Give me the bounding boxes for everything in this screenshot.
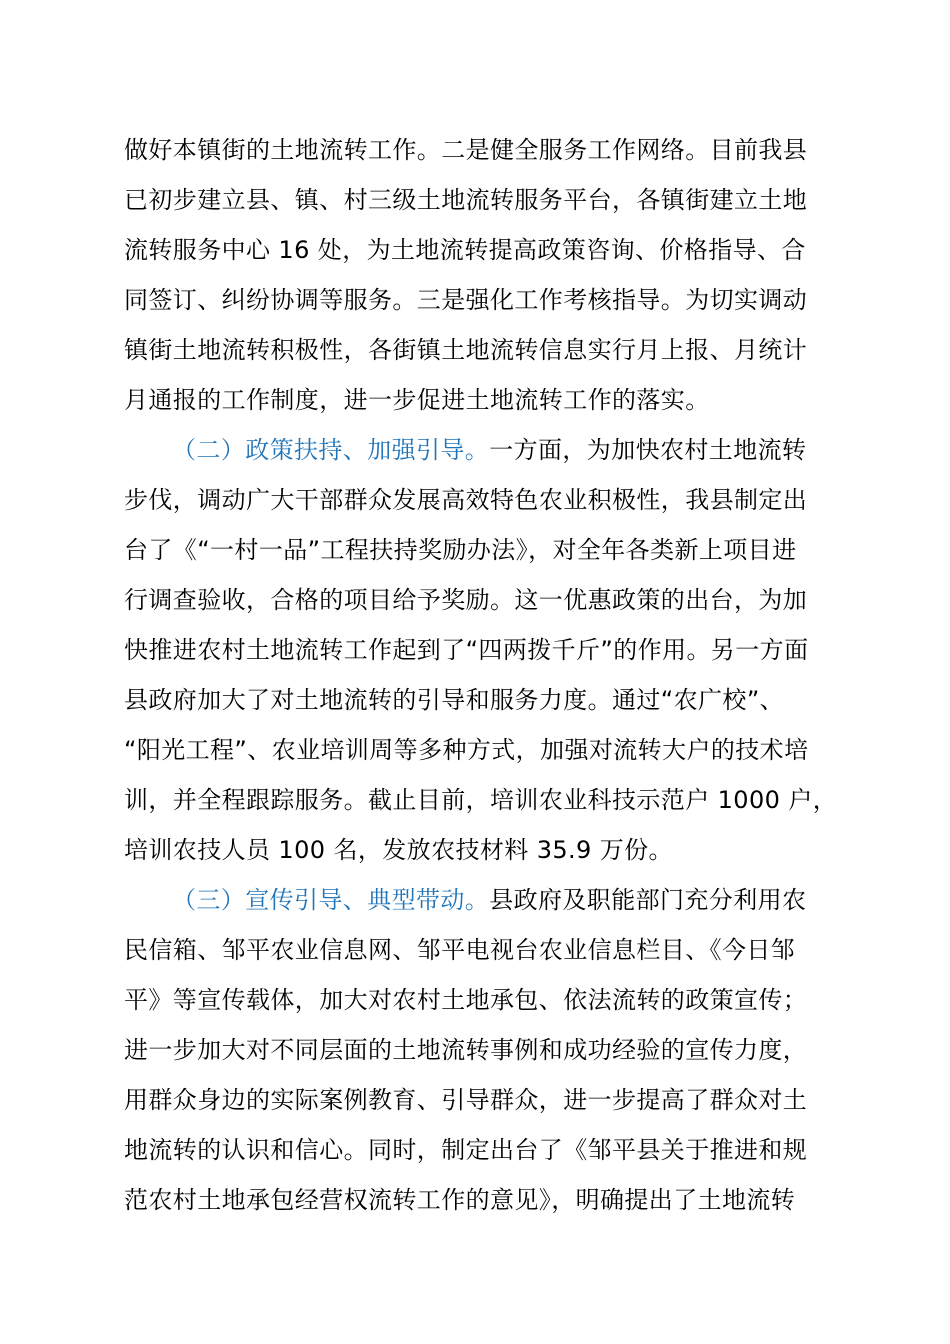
text-run: 一方面，为加快农村土地流转 (489, 436, 807, 464)
text-line: 月通报的工作制度，进一步促进土地流转工作的落实。 (124, 386, 710, 414)
text-line: 做好本镇街的土地流转工作。二是健全服务工作网络。目前我县 (124, 136, 808, 164)
text-line: “阳光工程”、农业培训周等多种方式，加强对流转大户的技术培 (124, 736, 809, 764)
text-line: 进一步加大对不同层面的土地流转事例和成功经验的宣传力度， (124, 1036, 808, 1064)
text-line: 培训农技人员 100 名，发放农技材料 35.9 万份。 (124, 836, 673, 864)
section-2-first-line (172, 430, 892, 470)
text-line: 同签订、纠纷协调等服务。三是强化工作考核指导。为切实调动 (124, 286, 808, 314)
text-line: 平》等宣传载体，加大对农村土地承包、依法流转的政策宣传； (124, 986, 808, 1014)
text-run: 县政府及职能部门充分利用农 (489, 886, 807, 914)
text-line: 范农村土地承包经营权流转工作的意见》，明确提出了土地流转 (124, 1186, 796, 1214)
section-3-first-line (172, 880, 892, 920)
text-line: 民信箱、邹平农业信息网、邹平电视台农业信息栏目、《今日邹 (124, 936, 796, 964)
text-line: 地流转的认识和信心。同时，制定出台了《邹平县关于推进和规 (124, 1136, 808, 1164)
section-heading: （二）政策扶持、加强引导。 (172, 436, 490, 464)
text-line: 快推进农村土地流转工作起到了“四两拨千斤”的作用。另一方面 (124, 636, 809, 664)
text-line: 训，并全程跟踪服务。截止目前，培训农业科技示范户 1000 户， (124, 786, 838, 814)
text-line: 已初步建立县、镇、村三级土地流转服务平台，各镇街建立土地 (124, 186, 808, 214)
text-line: 行调查验收，合格的项目给予奖励。这一优惠政策的出台，为加 (124, 586, 808, 614)
text-line: 镇街土地流转积极性，各街镇土地流转信息实行月上报、月统计 (124, 336, 808, 364)
text-line: 步伐，调动广大干部群众发展高效特色农业积极性，我县制定出 (124, 486, 808, 514)
text-line: 流转服务中心 16 处，为土地流转提高政策咨询、价格指导、合 (124, 236, 806, 264)
text-line: 县政府加大了对土地流转的引导和服务力度。通过“农广校”、 (124, 686, 785, 714)
text-line: 台了《“一村一品”工程扶持奖励办法》，对全年各类新上项目进 (124, 536, 797, 564)
text-line: 用群众身边的实际案例教育、引导群众，进一步提高了群众对土 (124, 1086, 808, 1114)
section-heading: （三）宣传引导、典型带动。 (172, 886, 490, 914)
